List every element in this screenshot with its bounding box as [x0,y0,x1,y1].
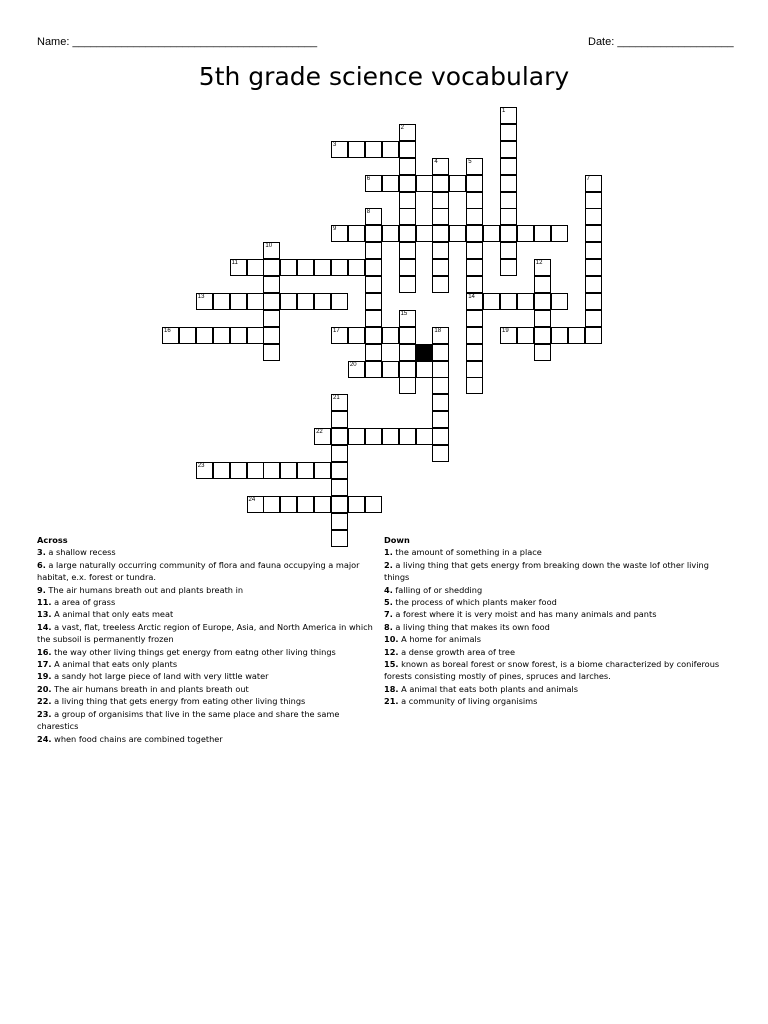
clue-number: 5. [384,597,393,608]
crossword-cell[interactable] [247,462,264,479]
crossword-cell[interactable] [585,208,602,225]
crossword-cell[interactable] [500,208,517,225]
clue-number: 7. [384,609,393,620]
clue-text: a area of grass [51,597,116,608]
crossword-cell[interactable] [399,158,416,175]
crossword-cell[interactable] [314,428,331,445]
clue-text: The air humans breath out and plants breath in [45,584,244,595]
clue-text: the process of which plants maker food [392,597,557,608]
crossword-cell[interactable] [551,293,568,310]
crossword-cell[interactable] [500,242,517,259]
clue-text: A animal that eats both plants and animals [398,683,579,694]
crossword-cell[interactable] [230,293,247,310]
crossword-cell[interactable] [416,361,433,378]
clue-number: 4. [384,584,393,595]
crossword-cell[interactable] [331,479,348,496]
crossword-cell[interactable] [466,158,483,175]
crossword-cell[interactable] [365,361,382,378]
crossword-cell[interactable] [416,428,433,445]
crossword-cell[interactable] [568,327,585,344]
crossword-cell[interactable] [263,293,280,310]
down-clue [384,695,730,707]
clue-number: 9. [37,584,46,595]
clue-number: 20. [37,683,52,694]
crossword-cell[interactable] [162,327,179,344]
clue-number: 16. [37,646,52,657]
clue-number: 6. [37,559,46,570]
clue-number: 10. [384,634,399,645]
crossword-cell[interactable] [314,462,331,479]
crossword-cell[interactable] [331,411,348,428]
crossword-cell[interactable] [500,158,517,175]
crossword-cell[interactable] [213,462,230,479]
clue-text: The air humans breath in and plants breath out [51,683,249,694]
crossword-cell[interactable] [365,259,382,276]
down-clue [384,658,730,683]
crossword-cell[interactable] [331,259,348,276]
down-heading: Down [384,535,410,545]
clue-text: A animal that eats only plants [51,659,178,670]
clue-number: 3. [37,547,46,558]
clue-number: 11. [37,597,52,608]
crossword-cell[interactable] [500,225,517,242]
clue-text: a sandy hot large piece of land with very little water [51,671,269,682]
crossword-cell[interactable] [213,327,230,344]
crossword-cell[interactable] [534,327,551,344]
crossword-cell[interactable] [534,344,551,361]
crossword-cell[interactable] [500,327,517,344]
clue-text: a shallow recess [45,547,116,558]
crossword-cell[interactable] [399,242,416,259]
crossword-cell[interactable] [466,225,483,242]
clue-number: 14. [37,621,52,632]
crossword-cell[interactable] [500,259,517,276]
crossword-cell[interactable] [365,293,382,310]
crossword-cell[interactable] [432,158,449,175]
crossword-cell[interactable] [466,310,483,327]
clue-number: 13 [197,293,205,300]
clue-number: 19 [502,327,509,334]
crossword-cell[interactable] [585,175,602,192]
crossword-cell[interactable] [365,344,382,361]
crossword-cell[interactable] [585,293,602,310]
crossword-cell[interactable] [500,107,517,124]
crossword-cell[interactable] [230,462,247,479]
crossword-cell[interactable] [551,225,568,242]
crossword-cell[interactable] [263,276,280,293]
crossword-cell[interactable] [466,344,483,361]
crossword-cell[interactable] [263,462,280,479]
crossword-cell[interactable] [466,175,483,192]
crossword-cell[interactable] [416,225,433,242]
crossword-cell[interactable] [466,242,483,259]
crossword-cell[interactable] [466,361,483,378]
clue-number: 17. [37,659,52,670]
crossword-cell[interactable] [365,310,382,327]
crossword-cell[interactable] [382,225,399,242]
crossword-cell[interactable] [348,496,365,513]
clue-number: 22. [37,696,52,707]
crossword-cell[interactable] [585,225,602,242]
across-clue [37,646,375,658]
crossword-cell[interactable] [534,259,551,276]
down-clue-list [384,546,730,707]
crossword-cell[interactable] [331,225,348,242]
down-clue [384,683,730,695]
clue-text: a community of living organisims [398,696,538,707]
crossword-cell[interactable] [348,141,365,158]
crossword-cell[interactable] [466,377,483,394]
clue-text: when food chains are combined together [51,733,223,744]
crossword-cell[interactable] [585,327,602,344]
crossword-cell[interactable] [382,428,399,445]
crossword-cell[interactable] [466,276,483,293]
crossword-cell[interactable] [466,327,483,344]
clue-number: 12. [384,646,399,657]
crossword-cell[interactable] [280,462,297,479]
crossword-cell[interactable] [399,276,416,293]
crossword-cell[interactable] [517,293,534,310]
crossword-cell[interactable] [432,208,449,225]
crossword-cell[interactable] [382,361,399,378]
crossword-cell[interactable] [331,428,348,445]
down-clue [384,559,730,584]
crossword-cell[interactable] [331,394,348,411]
crossword-cell[interactable] [432,175,449,192]
crossword-cell[interactable] [399,327,416,344]
crossword-cell[interactable] [517,327,534,344]
crossword-cell[interactable] [466,208,483,225]
crossword-cell[interactable] [399,124,416,141]
crossword-cell[interactable] [179,327,196,344]
crossword-cell[interactable] [230,259,247,276]
crossword-cell[interactable] [534,310,551,327]
crossword-cell[interactable] [348,225,365,242]
clue-text: a group of organisims that live in the same place and share the same charestics [37,708,340,732]
clue-number: 24. [37,733,52,744]
clue-text: a forest where it is very moist and has many animals and pants [392,609,657,620]
clue-number: 1. [384,547,393,558]
crossword-cell[interactable] [432,445,449,462]
crossword-cell[interactable] [399,192,416,209]
crossword-cell[interactable] [365,276,382,293]
crossword-cell[interactable] [399,428,416,445]
crossword-cell[interactable] [432,225,449,242]
clue-number: 3 [333,141,337,148]
crossword-cell[interactable] [365,242,382,259]
clue-number: 5 [468,158,472,165]
clue-text: a dense growth area of tree [398,646,515,657]
crossword-cell[interactable] [280,496,297,513]
crossword-cell[interactable] [399,310,416,327]
crossword-cell[interactable] [517,225,534,242]
crossword-cell[interactable] [483,293,500,310]
clue-number: 15. [384,659,399,670]
across-clue [37,658,375,670]
crossword-cell[interactable] [466,293,483,310]
clue-number: 6 [366,175,371,182]
crossword-cell[interactable] [196,327,213,344]
clue-number: 21. [384,696,399,707]
crossword-cell[interactable] [263,259,280,276]
crossword-cell[interactable] [500,124,517,141]
clue-number: 24 [248,496,256,503]
crossword-cell[interactable] [534,276,551,293]
across-clue [37,546,375,558]
crossword-cell[interactable] [466,192,483,209]
clue-number: 13. [37,609,52,620]
across-clue [37,670,375,682]
crossword-cell[interactable] [331,293,348,310]
crossword-cell[interactable] [297,496,314,513]
clue-number: 23. [37,708,52,719]
down-clues [384,534,730,708]
crossword-cell[interactable] [314,496,331,513]
crossword-cell[interactable] [399,175,416,192]
crossword-cell[interactable] [399,208,416,225]
crossword-cell[interactable] [399,141,416,158]
crossword-cell[interactable] [432,259,449,276]
crossword-cell[interactable] [365,428,382,445]
across-clue [37,683,375,695]
crossword-cell[interactable] [331,327,348,344]
crossword-cell[interactable] [534,225,551,242]
crossword-cell[interactable] [263,327,280,344]
crossword-cell[interactable] [399,344,416,361]
across-clue [37,608,375,620]
crossword-cell[interactable] [348,327,365,344]
crossword-cell[interactable] [365,225,382,242]
crossword-cell[interactable] [365,175,382,192]
clue-number: 22 [316,429,323,436]
clue-text: a living thing that makes its own food [392,621,550,632]
across-clue-list [37,546,375,745]
crossword-cell[interactable] [348,259,365,276]
clue-text: known as boreal forest or snow forest, is a biome characterized by coniferous forests consisting mostly of pines, spruces and larches. [384,659,720,682]
clue-number: 18 [434,327,442,334]
crossword-cell[interactable] [449,175,466,192]
down-clue [384,633,730,645]
crossword-cell[interactable] [432,327,449,344]
clue-text: the way other living things get energy from eatng other living things [51,646,336,657]
down-clue [384,646,730,658]
crossword-cell[interactable] [466,259,483,276]
across-clue [37,584,375,596]
crossword-cell[interactable] [432,276,449,293]
crossword-cell[interactable] [263,496,280,513]
name-field[interactable]: Name: ________________________________________ [37,36,318,48]
crossword-cell[interactable] [331,141,348,158]
clue-number: 11 [231,260,238,267]
clue-number: 4 [434,158,438,165]
crossword-cell[interactable] [585,192,602,209]
clue-number: 2 [400,124,404,131]
crossword-cell[interactable] [399,259,416,276]
clue-number: 18. [384,683,399,694]
clue-number: 15 [400,310,408,317]
clue-text: a living thing that gets energy from breaking down the waste lof other living things [384,559,709,583]
clue-number: 12 [535,260,543,267]
crossword-cell[interactable] [247,327,264,344]
across-clue [37,733,375,745]
crossword-cell[interactable] [432,377,449,394]
crossword-cell[interactable] [314,259,331,276]
crossword-cell[interactable] [247,496,264,513]
crossword-cell[interactable] [365,208,382,225]
clue-number: 14 [468,293,475,300]
clue-number: 8. [384,621,393,632]
crossword-cell[interactable] [585,310,602,327]
down-clue [384,608,730,620]
clue-number: 7 [586,175,590,182]
crossword-cell[interactable] [247,259,264,276]
crossword-cell[interactable] [297,259,314,276]
crossword-cell[interactable] [399,225,416,242]
crossword-cell[interactable] [500,141,517,158]
clue-text: A animal that only eats meat [51,609,174,620]
crossword-cell[interactable] [263,242,280,259]
clue-number: 17 [333,327,340,334]
crossword-cell[interactable] [534,293,551,310]
clue-number: 9 [333,226,337,233]
crossword-cell[interactable] [280,259,297,276]
crossword-cell[interactable] [314,293,331,310]
crossword-cell[interactable] [297,293,314,310]
crossword-cell[interactable] [365,141,382,158]
clue-number: 8 [366,209,371,216]
clue-number: 10 [265,243,273,250]
clue-number: 16 [164,327,171,334]
clue-number: 1 [502,108,506,114]
across-clue [37,559,375,584]
crossword-cell[interactable] [348,361,365,378]
crossword-cell[interactable] [382,327,399,344]
crossword-cell[interactable] [432,394,449,411]
down-clue [384,596,730,608]
crossword-cell[interactable] [551,327,568,344]
across-heading: Across [37,535,68,545]
crossword-cell[interactable] [331,462,348,479]
clue-text: falling of or shedding [392,584,483,595]
down-clue [384,546,730,558]
crossword-cell[interactable] [365,327,382,344]
crossword-cell[interactable] [585,276,602,293]
clue-number: 23 [197,462,205,469]
crossword-cell[interactable] [399,377,416,394]
crossword-cell[interactable] [399,361,416,378]
crossword-cell[interactable] [500,192,517,209]
across-clue [37,596,375,608]
down-clue [384,584,730,596]
crossword-cell[interactable] [449,225,466,242]
crossword-cell[interactable] [585,242,602,259]
crossword-cell[interactable] [500,293,517,310]
clue-number: 20 [349,361,357,368]
crossword-cell[interactable] [196,293,213,310]
across-clue [37,708,375,733]
clue-text: A home for animals [398,634,482,645]
crossword-cell[interactable] [196,462,213,479]
across-clue [37,621,375,646]
crossword-cell[interactable] [585,259,602,276]
crossword-cell[interactable] [483,225,500,242]
crossword-cell[interactable] [432,344,449,361]
across-clues [37,534,375,745]
crossword-cell[interactable] [230,327,247,344]
crossword-cell[interactable] [432,361,449,378]
clue-text: a living thing that gets energy from eating other living things [51,696,306,707]
clue-text: the amount of something in a place [392,547,542,558]
crossword-cell[interactable] [382,175,399,192]
crossword-cell[interactable] [432,428,449,445]
crossword-cell[interactable] [331,445,348,462]
crossword-cell[interactable] [500,175,517,192]
down-clue [384,621,730,633]
crossword-cell[interactable] [331,513,348,530]
page-title: 5th grade science vocabulary [198,62,570,91]
clue-number: 2. [384,559,393,570]
clue-number: 21 [333,395,340,402]
crossword-cell[interactable] [365,496,382,513]
crossword-cell[interactable] [263,310,280,327]
crossword-cell[interactable] [382,141,399,158]
across-clue [37,695,375,707]
crossword-cell[interactable] [432,192,449,209]
crossword-cell[interactable] [348,428,365,445]
crossword-cell[interactable] [247,293,264,310]
crossword-cell[interactable] [331,496,348,513]
crossword-cell[interactable] [432,242,449,259]
crossword-cell[interactable] [280,293,297,310]
clue-text: a large naturally occurring community of flora and fauna occupying a major habitat, e.x. forest or tundra. [37,559,360,583]
date-field[interactable]: Date: ___________________ [588,36,734,48]
crossword-cell[interactable] [432,411,449,428]
crossword-cell[interactable] [297,462,314,479]
crossword-cell[interactable] [416,175,433,192]
clue-text: a vast, flat, treeless Arctic region of Europe, Asia, and North America in which the subsoil is permanently frozen [37,621,373,645]
clue-number: 19. [37,671,52,682]
crossword-cell[interactable] [263,344,280,361]
crossword-cell[interactable] [213,293,230,310]
crossword-black-cell [416,344,433,361]
